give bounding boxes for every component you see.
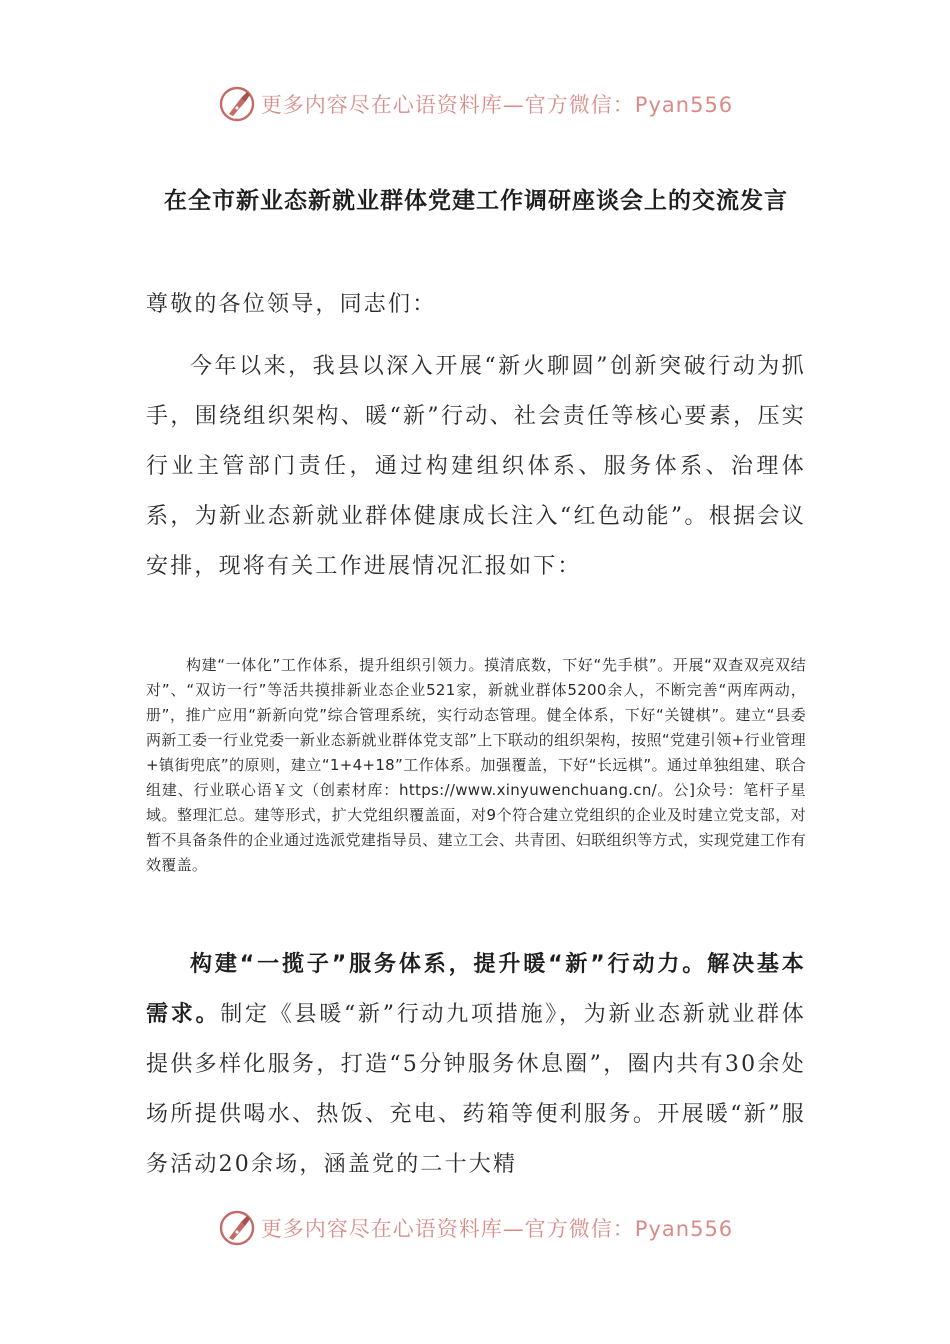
document-title: 在全市新业态新就业群体党建工作调研座谈会上的交流发言 xyxy=(164,188,788,214)
salutation: 尊敬的各位领导，同志们： xyxy=(146,292,437,317)
watermark-text: 更多内容尽在心语资料库—官方微信：Pyan556 xyxy=(260,93,734,117)
paragraph-service-system xyxy=(146,940,806,1190)
pen-nib-circle-icon xyxy=(217,84,257,124)
paragraph-service-heading: 构建“一揽子”服务体系，提升暖“新”行动力。解决基本需求。 xyxy=(146,952,806,1027)
paragraph-service-body: 制定《县暖“新”行动九项措施》，为新业态新就业群体提供多样化服务，打造“5分钟服务休息圈”，圈内共有30余处场所提供喝水、热饭、充电、药箱等便利服务。开展暖“新”服务活动20余场，涵盖党的二十大精 xyxy=(146,1002,806,1177)
watermark-header xyxy=(0,82,950,126)
watermark-footer xyxy=(0,1206,950,1250)
watermark-text: 更多内容尽在心语资料库—官方微信：Pyan556 xyxy=(260,1217,734,1241)
paragraph-intro: 今年以来，我县以深入开展“新火聊圆”创新突破行动为抓手，围绕组织架构、暖“新”行动、社会责任等核心要素，压实行业主管部门责任，通过构建组织体系、服务体系、治理体系，为新业态新就业群体健康成长注入“红色动能”。根据会议安排，现将有关工作进展情况汇报如下： xyxy=(146,354,806,579)
paragraph-organization-system: 构建“一体化”工作体系，提升组织引领力。摸清底数，下好“先手棋”。开展“双查双亮双结对”、“双访一行”等活共摸排新业态企业521家，新就业群体5200余人，不断完善“两库两动，册”，推广应用“新新向党”综合管理系统，实行动态管理。健全体系，下好“关键棋”。建立“县委两新工委一行业党委一新业态新就业群体党支部”上下联动的组织架构，按照“党建引领+行业管理+镇街兜底”的原则，建立“1+4+18”工作体系。加强覆盖，下好“长远棋”。通过单独组建、联合组建、行业联心语￥文（创素材库：https://www.xinyuwenchuang.cn/。公]众号：笔杆子星域。整理汇总。建等形式，扩大党组织覆盖面，对9个符合建立党组织的企业及时建立党支部，对暂不具备条件的企业通过选派党建指导员、建立工会、共青团、妇联组织等方式，实现党建工作有效覆盖。 xyxy=(146,656,806,874)
pen-nib-circle-icon xyxy=(217,1208,257,1248)
